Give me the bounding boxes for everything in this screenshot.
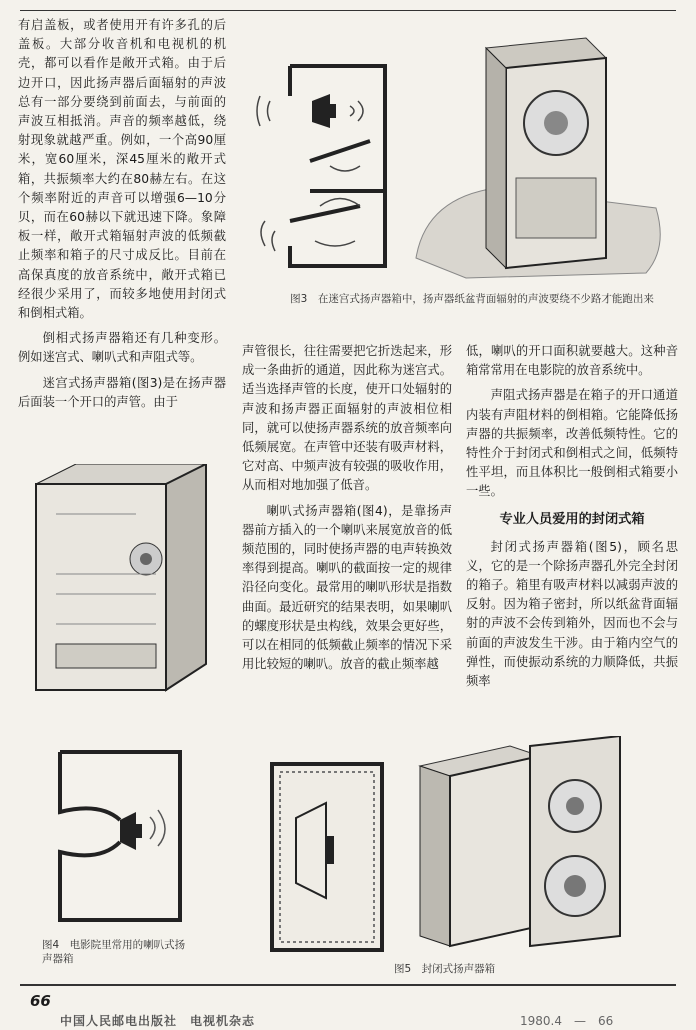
section-heading: 专业人员爱用的封闭式箱 bbox=[499, 511, 645, 527]
paragraph: 封闭式扬声器箱(图5)，顾名思义，它的是一个除扬声器孔外完全封闭的箱子。箱里有吸声材料以减弱声波的反射。因为箱子密封，所以纸盆背面辐射的声波不会传到箱外，因而也不会与前面的声波发生干涉。由于箱内空气的弹性，而使振动系统的力顺降低，共振频率 bbox=[466, 539, 678, 689]
paragraph: 迷宫式扬声器箱(图3)是在扬声器后面装一个开口的声管。由于 bbox=[18, 375, 226, 409]
footer-issue: 1980.4 — 66 bbox=[520, 1014, 614, 1028]
paragraph: 低，喇叭的开口面积就要越大。这种音箱常常用在电影院的放音系统中。 bbox=[466, 344, 678, 378]
paragraph: 喇叭式扬声器箱(图4)，是靠扬声器前方插入的一个喇叭来展宽放音的低频范围的，同时使扬声器的电声转换效率得到提高。喇叭的截面按一定的规律沿径向变化。最常用的喇叭形状是指数曲面。最近研究的结果表明，如果喇叭的螺度形状是虫构线，效果会更好些，可以在相同的低频截止频率的情况下采用比较短的喇叭。放音的截止频率越 bbox=[242, 503, 452, 672]
paragraph: 声阻式扬声器是在箱子的开口通道内装有声阻材料的倒相箱。它能降低扬声器的共振频率，改善低频特性。它的特性介于封闭式和倒相式之间，低频特性平坦，而且体积比一般倒相式箱要小一些。 bbox=[466, 388, 678, 499]
text-column-2 bbox=[242, 342, 452, 680]
figure-5-caption: 图5 封闭式扬声器箱 bbox=[394, 963, 496, 975]
figure-5-sealed-diagram bbox=[266, 758, 388, 958]
paragraph: 倒相式扬声器箱还有几种变形。例如迷宫式、喇叭式和声阻式等。 bbox=[18, 331, 226, 365]
figure-3-cabinet-illustration bbox=[406, 28, 672, 290]
paragraph: 声管很长，往往需要把它折迭起来，形成一条曲折的通道，因此称为迷宫式。适当选择声管的长度，使开口处辐射的声波和扬声器正面辐射的声波相位相同，就可以使扬声器系统的放音频率向低频展宽。在声管中还装有吸声材料，它对高、中频声波有较强的吸收作用，从而相对地加强了低音。 bbox=[242, 344, 452, 493]
top-rule bbox=[20, 10, 676, 11]
footer-journal: 中国人民邮电出版社 电视机杂志 bbox=[60, 1014, 256, 1028]
text-column-3 bbox=[466, 342, 678, 697]
maze-cabinet-perspective bbox=[16, 464, 226, 700]
figure-5-cabinet-illustration bbox=[410, 736, 640, 956]
paragraph: 有启盖板，或者使用开有许多孔的后盖板。大部分收音机和电视机的机壳，都可以看作是敞开式箱。由于后边开口，因此扬声器后面辐射的声波总有一部分要绕到前面去，与前面的声波互相抵消。声音的频率越低，绕射现象就越严重。例如，一个高90厘米，宽60厘米，深45厘米的敞开式箱，共振频率大约在80赫左右。在这个频率附近的声音可以增强6—10分贝，而在60赫以下就迅速下降。象障板一样，敞开式箱辐射声波的低频截止频率和箱子的尺寸成反比。目前在高保真度的放音系统中，敞开式箱已经很少采用了，而较多地使用封闭式和倒相式箱。 bbox=[18, 18, 226, 321]
figure-3-maze-diagram bbox=[250, 56, 395, 276]
figure-4-caption: 图4 电影院里常用的喇叭式扬声器箱 bbox=[42, 939, 186, 965]
page-number: 66 bbox=[30, 992, 51, 1010]
text-column-1 bbox=[18, 16, 226, 418]
bottom-rule bbox=[20, 984, 676, 986]
figure-4-horn-diagram bbox=[40, 742, 190, 930]
figure-3-caption: 图3 在迷宫式扬声器箱中，扬声器纸盆背面辐射的声波要绕不少路才能跑出来 bbox=[290, 293, 654, 305]
